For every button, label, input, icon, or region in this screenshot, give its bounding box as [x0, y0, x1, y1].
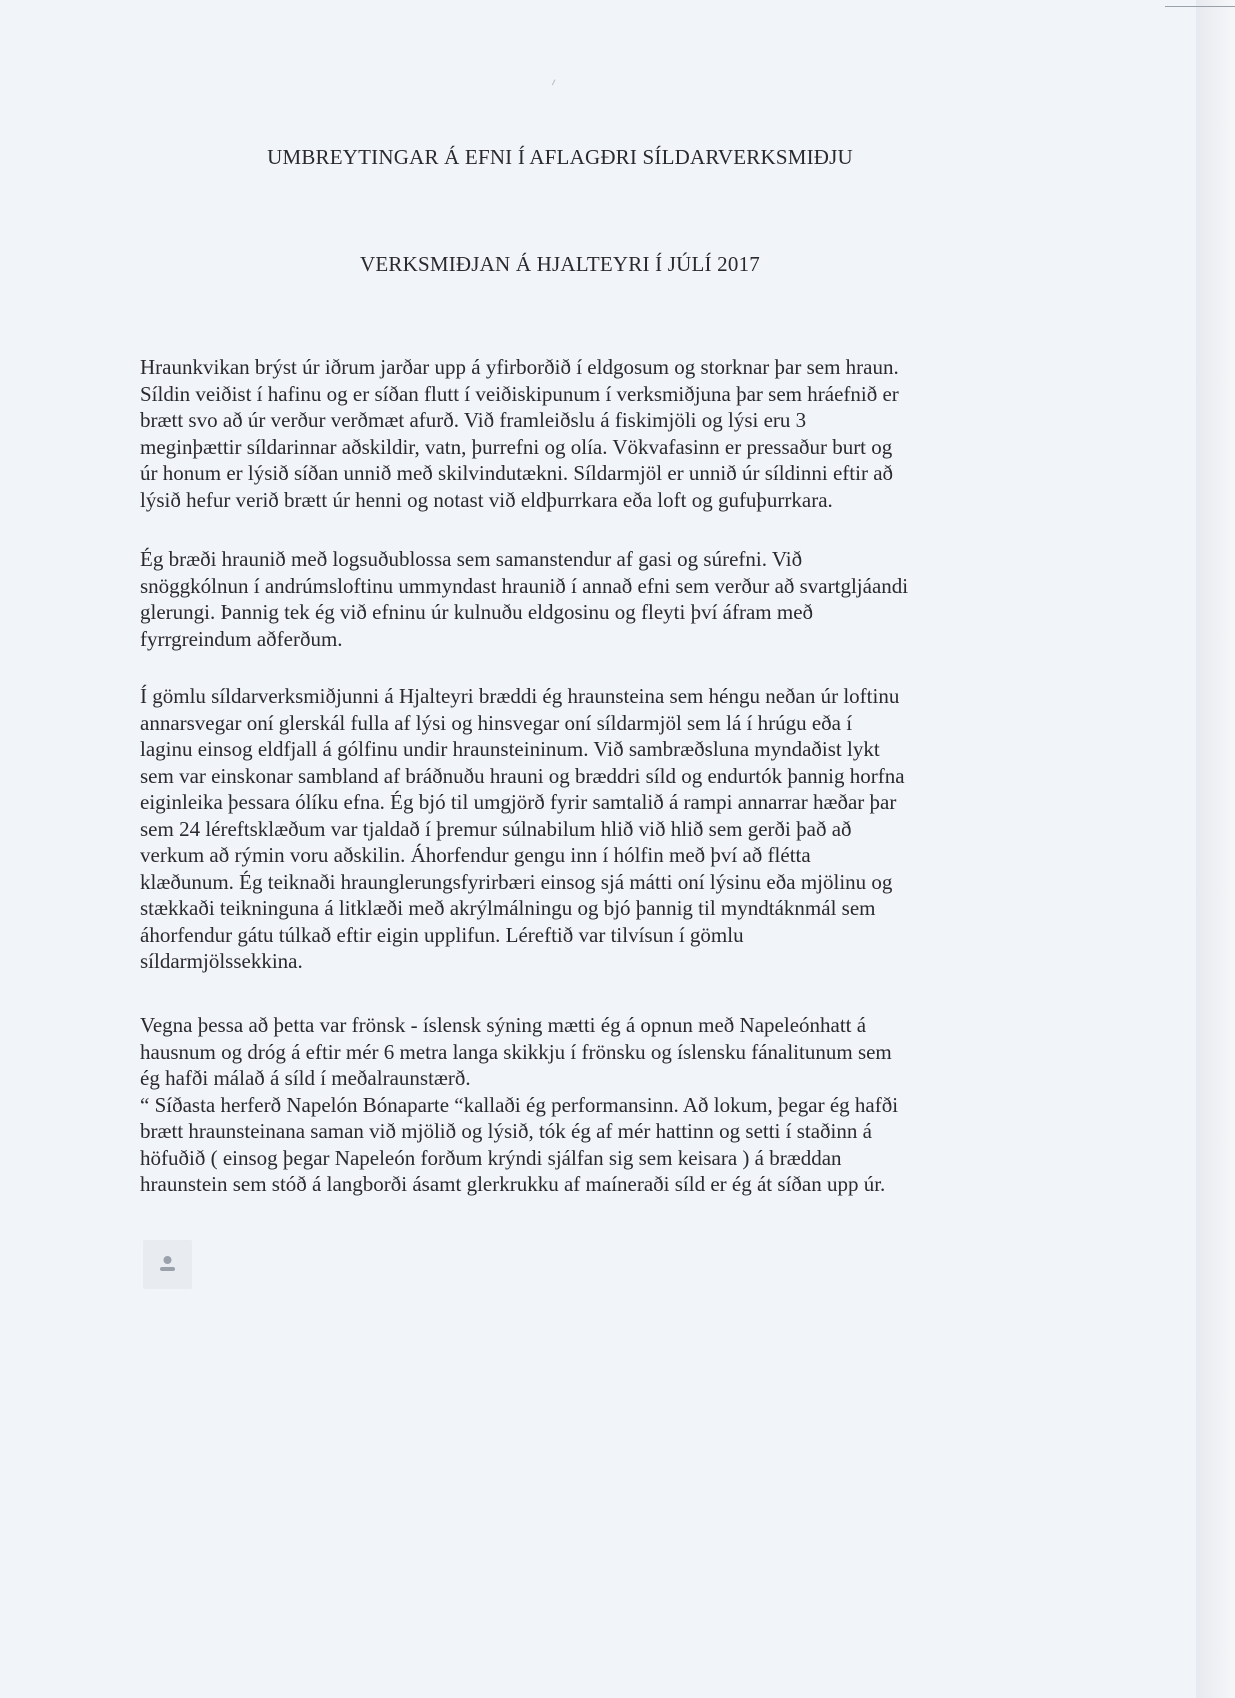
text-line: snöggkólnun í andrúmsloftinu ummyndast hraunið í annað efni sem verður að svartgljáandi: [140, 573, 909, 598]
text-line: lýsið hefur verið brætt úr henni og notast við eldþurrkara eða loft og gufuþurrkara.: [140, 487, 833, 512]
text-line: höfuðið ( einsog þegar Napeleón forðum krýndi sjálfan sig sem keisara ) á bræddan: [140, 1145, 842, 1170]
text-line: áhorfendur gátu túlkað eftir eigin upplifun. Léreftið var tilvísun í gömlu: [140, 922, 744, 947]
text-line: klæðunum. Ég teiknaði hraunglerungsfyrirbæri einsog sjá mátti oní lýsinu eða mjölinu og: [140, 869, 893, 894]
text-line: úr honum er lýsið síðan unnið með skilvindutækni. Síldarmjöl er unnið úr síldinni eftir að: [140, 461, 894, 485]
paragraph-4: [140, 1012, 1040, 1198]
text-line: sem var einskonar sambland af bráðnuðu hrauni og bræddri síld og endurtók þannig horfna: [140, 763, 905, 788]
text-line: Hraunkvikan brýst úr iðrum jarðar upp á yfirborðið í eldgosum og storknar þar sem hraun.: [140, 355, 899, 379]
corner-line: [1165, 6, 1235, 7]
text-line: meginþættir síldarinnar aðskildir, vatn, þurrefni og olía. Vökvafasinn er pressaður burt og: [140, 434, 893, 459]
avatar[interactable]: [143, 1240, 192, 1289]
text-line: brætt svo að úr verður verðmæt afurð. Við framleiðslu á fiskimjöli og lýsi eru 3: [140, 408, 807, 432]
text-line: sem 24 léreftsklæðum var tjaldað í þremur súlnabilum hlið við hlið sem gerði það að: [140, 816, 852, 841]
text-line: Síldin veiðist í hafinu og er síðan flutt í veiðiskipunum í verksmiðjuna þar sem hráefnið er: [140, 381, 899, 406]
text-line: ég hafði málað á síld í meðalraunstærð.: [140, 1066, 471, 1090]
text-line: eiginleika þessara ólíku efna. Ég bjó til umgjörð fyrir samtalið á rampi annarrar hæðar þar: [140, 790, 897, 814]
document-subtitle: VERKSMIÐJAN Á HJALTEYRI Í JÚLÍ 2017: [360, 252, 760, 276]
paper-edge: [1196, 0, 1235, 1698]
user-icon: [143, 1240, 192, 1289]
text-line: hausnum og dróg á eftir mér 6 metra langa skikkju í frönsku og íslensku fánalitunum sem: [140, 1039, 892, 1064]
paragraph-2: [140, 546, 1040, 652]
text-line: annarsvegar oní glerskál fulla af lýsi og hinsvegar oní síldarmjöl sem lá í hrúgu eða í: [140, 710, 853, 735]
text-line: Vegna þessa að þetta var frönsk - íslensk sýning mætti ég á opnun með Napeleónhatt á: [140, 1013, 867, 1037]
text-line: fyrrgreindum aðferðum.: [140, 626, 343, 651]
text-line: glerungi. Þannig tek ég við efninu úr kulnuðu eldgosinu og fleyti því áfram með: [140, 600, 814, 624]
paragraph-3: [140, 683, 1040, 975]
text-line: hraunstein sem stóð á langborði ásamt glerkrukku af maíneraði síld er ég át síðan upp úr.: [140, 1172, 886, 1196]
text-line: Ég bræði hraunið með logsuðublossa sem samanstendur af gasi og súrefni. Við: [140, 547, 803, 571]
text-line: brætt hraunsteinana saman við mjölið og lýsið, tók ég af mér hattinn og setti í staðinn á: [140, 1119, 872, 1143]
text-line: verkum að rýmin voru aðskilin. Áhorfendur gengu inn í hólfin með því að flétta: [140, 843, 811, 867]
text-line: Í gömlu síldarverksmiðjunni á Hjalteyri bræddi ég hraunsteina sem héngu neðan úr loftinu: [140, 684, 900, 708]
text-line: síldarmjölssekkina.: [140, 949, 303, 973]
paper-speck: [552, 79, 558, 86]
paragraph-1: [140, 354, 1040, 513]
text-line: “ Síðasta herferð Napelón Bónaparte “kallaði ég performansinn. Að lokum, þegar ég hafði: [140, 1092, 899, 1117]
text-line: stækkaði teikninguna á litklæði með akrýlmálningu og bjó þannig til myndtáknmál sem: [140, 896, 876, 920]
document-title: UMBREYTINGAR Á EFNI Í AFLAGÐRI SÍLDARVERKSMIÐJU: [267, 145, 853, 169]
text-line: laginu einsog eldfjall á gólfinu undir hraunsteininum. Við sambræðsluna myndaðist lykt: [140, 737, 880, 761]
